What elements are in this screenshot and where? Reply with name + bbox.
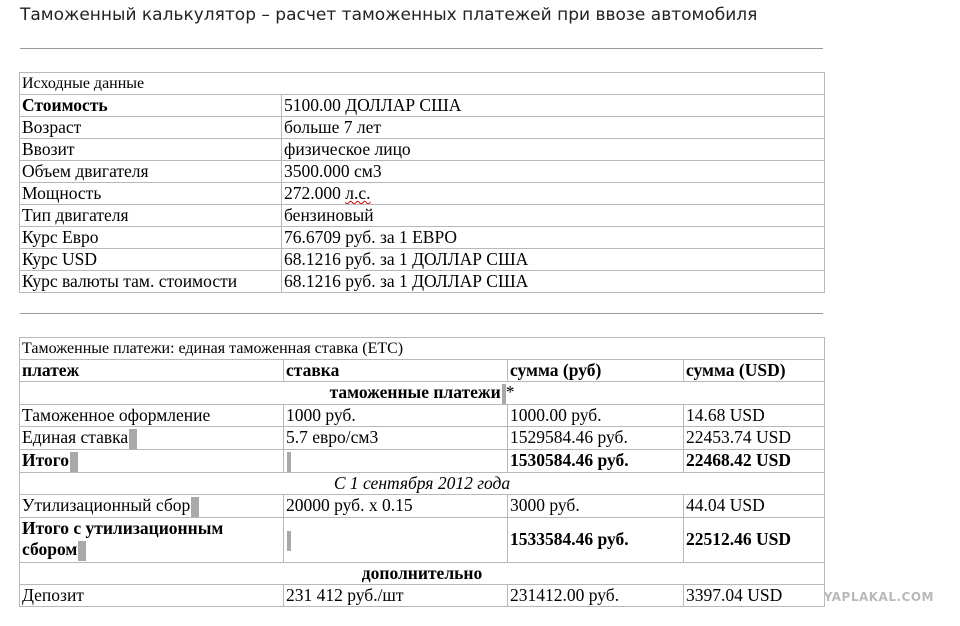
power-value: 272.000 [284, 183, 341, 203]
input-value: 5100.00 ДОЛЛАР США [282, 95, 825, 117]
text-cursor-mark [78, 541, 86, 561]
payment-rate: 1000 руб. [284, 404, 508, 426]
power-unit: л.с. [345, 183, 371, 203]
site-watermark: YAPLAKAL.COM [823, 590, 934, 604]
section-extra: дополнительно [20, 562, 825, 584]
table-row [20, 139, 825, 161]
table-row [20, 205, 825, 227]
table-row [20, 95, 825, 117]
text-cursor-mark [129, 429, 137, 449]
util-rate: 20000 руб. x 0.15 [284, 494, 508, 517]
deposit-rub: 231412.00 руб. [508, 584, 684, 606]
table-row [20, 494, 825, 517]
payment-usd: 14.68 USD [684, 404, 825, 426]
input-label: Объем двигателя [20, 161, 282, 183]
input-caption: Исходные данные [20, 73, 825, 95]
input-caption-row [20, 73, 825, 95]
total-util-row [20, 517, 825, 562]
section-date: С 1 сентября 2012 года [20, 472, 825, 494]
page-title: Таможенный калькулятор – расчет таможенных платежей при ввозе автомобиля [20, 5, 758, 25]
input-value [282, 183, 825, 205]
payment-name-cell [20, 426, 284, 449]
total-name: Итого [22, 449, 69, 470]
total-util-rate-cell [284, 517, 508, 562]
section-row [20, 472, 825, 494]
util-rub: 3000 руб. [508, 494, 684, 517]
divider-middle [20, 313, 823, 314]
input-value: бензиновый [282, 205, 825, 227]
input-value: больше 7 лет [282, 117, 825, 139]
table-row [20, 117, 825, 139]
input-label: Мощность [20, 183, 282, 205]
input-label: Курс USD [20, 249, 282, 271]
total-row [20, 449, 825, 472]
payment-name: Таможенное оформление [20, 404, 284, 426]
divider-top [20, 48, 823, 49]
table-row [20, 249, 825, 271]
deposit-rate: 231 412 руб./шт [284, 584, 508, 606]
total-util-name-cell [20, 517, 284, 562]
util-name: Утилизационный сбор [22, 494, 191, 515]
input-value: 3500.000 см3 [282, 161, 825, 183]
table-row [20, 404, 825, 426]
input-label: Возраст [20, 117, 282, 139]
input-label: Тип двигателя [20, 205, 282, 227]
table-row [20, 426, 825, 449]
table-row [20, 271, 825, 293]
deposit-name: Депозит [20, 584, 284, 606]
input-value: физическое лицо [282, 139, 825, 161]
table-row [20, 161, 825, 183]
total-rate-cell [284, 449, 508, 472]
input-label: Курс Евро [20, 227, 282, 249]
total-util-rub: 1533584.46 руб. [508, 517, 684, 562]
text-cursor-mark [191, 497, 199, 517]
section-customs-label: таможенные платежи [329, 382, 501, 402]
section-customs [20, 382, 825, 405]
payments-caption-row [20, 338, 825, 360]
payment-usd: 22453.74 USD [684, 426, 825, 449]
header-payment: платеж [20, 360, 284, 382]
payments-caption: Таможенные платежи: единая таможенная ставка (ЕТС) [20, 338, 825, 360]
text-cursor-mark [287, 531, 291, 551]
payment-rub: 1529584.46 руб. [508, 426, 684, 449]
table-row [20, 183, 825, 205]
table-row [20, 227, 825, 249]
asterisk: * [505, 382, 515, 402]
input-value: 68.1216 руб. за 1 ДОЛЛАР США [282, 249, 825, 271]
total-util-name-line2: сбором [22, 539, 78, 560]
text-cursor-mark [287, 452, 291, 472]
payment-name: Единая ставка [22, 426, 129, 447]
header-sum-rub: сумма (руб) [508, 360, 684, 382]
util-usd: 44.04 USD [684, 494, 825, 517]
total-rub: 1530584.46 руб. [508, 449, 684, 472]
input-value: 68.1216 руб. за 1 ДОЛЛАР США [282, 271, 825, 293]
payments-table [19, 337, 825, 607]
header-sum-usd: сумма (USD) [684, 360, 825, 382]
input-value: 76.6709 руб. за 1 ЕВРО [282, 227, 825, 249]
header-rate: ставка [284, 360, 508, 382]
payment-rate: 5.7 евро/см3 [284, 426, 508, 449]
section-row [20, 562, 825, 584]
total-usd: 22468.42 USD [684, 449, 825, 472]
table-row [20, 584, 825, 606]
input-data-table [19, 72, 825, 293]
payment-rub: 1000.00 руб. [508, 404, 684, 426]
total-util-usd: 22512.46 USD [684, 517, 825, 562]
input-label: Ввозит [20, 139, 282, 161]
deposit-usd: 3397.04 USD [684, 584, 825, 606]
input-label: Стоимость [20, 95, 282, 117]
total-util-name-line1: Итого с утилизационным [22, 518, 224, 539]
input-label: Курс валюты там. стоимости [20, 271, 282, 293]
section-row [20, 382, 825, 405]
payments-header-row [20, 360, 825, 382]
text-cursor-mark [70, 452, 78, 472]
util-name-cell [20, 494, 284, 517]
total-name-cell [20, 449, 284, 472]
